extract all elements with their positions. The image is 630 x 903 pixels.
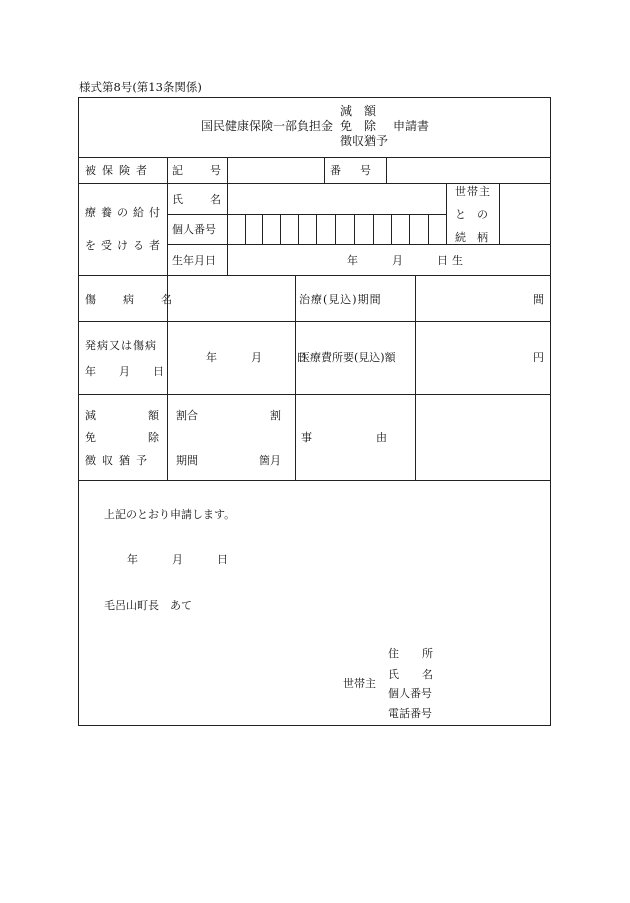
title-option-reduction: 減 額 <box>340 104 377 118</box>
applicant-mynumber-label: 個人番号 <box>388 687 432 700</box>
term-label: 期間 <box>176 454 198 467</box>
rule-v-mid-center <box>295 275 296 480</box>
title-option-deferral: 徴収猶予 <box>340 134 389 148</box>
form-number: 様式第8号(第13条関係) <box>79 80 202 94</box>
applicant-address-label: 住 所 <box>388 647 439 660</box>
rule-v-insured-3 <box>324 157 325 183</box>
name-label: 氏 名 <box>172 193 229 206</box>
relation-label-2: と の <box>455 208 488 221</box>
relief-label-exemption: 免 除 <box>85 431 169 444</box>
relation-label-3: 続 柄 <box>455 231 488 244</box>
onset-label-line1: 発病又は傷病 <box>85 339 157 352</box>
kigo-field[interactable] <box>227 158 323 182</box>
ratio-unit: 割 <box>270 409 281 422</box>
kigo-label: 記 号 <box>172 164 229 177</box>
recipient-label-line1: 療養の給付 <box>85 206 165 219</box>
onset-date-value: 年 月 日 <box>206 351 311 364</box>
digit-divider <box>428 214 429 244</box>
rule-disease-bottom <box>79 321 551 322</box>
medical-cost-unit: 円 <box>533 351 544 364</box>
reason-label: 事 由 <box>301 431 391 444</box>
title-prefix: 国民健康保険一部負担金 <box>201 119 334 133</box>
recipient-label-line2: を受ける者 <box>85 239 165 252</box>
relation-field[interactable] <box>499 184 549 243</box>
rule-v-recipient-label <box>167 183 168 275</box>
title-option-exemption: 免 除 <box>340 119 377 133</box>
name-field[interactable] <box>227 184 445 213</box>
household-head-label: 世帯主 <box>343 677 376 690</box>
term-unit: 箇月 <box>259 454 281 467</box>
bango-label: 番 号 <box>330 164 375 177</box>
ratio-label: 割合 <box>176 409 198 422</box>
addressee: 毛呂山町長 あて <box>104 599 192 612</box>
disease-label: 傷 病 名 <box>85 293 180 306</box>
rule-onset-bottom <box>79 394 551 395</box>
relation-label-1: 世帯主 <box>455 185 491 198</box>
rule-v-insured-1 <box>167 157 168 183</box>
rule-relief-bottom <box>79 480 551 481</box>
mynumber-label: 個人番号 <box>172 223 216 236</box>
applicant-name-label: 氏 名 <box>388 668 439 681</box>
applicant-phone-label: 電話番号 <box>388 707 432 720</box>
relief-label-deferral: 徴収猶予 <box>85 454 153 467</box>
rule-mynumber-bottom <box>167 244 551 245</box>
onset-label-line2: 年 月 日 <box>85 365 170 378</box>
title-suffix: 申請書 <box>393 119 430 133</box>
mynumber-field[interactable] <box>227 214 427 243</box>
rule-recipient-bottom <box>79 275 551 276</box>
dob-label: 生年月日 <box>172 254 216 267</box>
application-date: 年 月 日 <box>127 553 232 566</box>
application-statement: 上記のとおり申請します。 <box>104 508 236 521</box>
disease-field[interactable] <box>168 276 292 319</box>
treatment-period-label: 治療(見込)期間 <box>299 293 382 306</box>
medical-cost-label: 医療費所要(見込)額 <box>299 351 396 364</box>
relief-label-reduction: 減 額 <box>85 409 169 422</box>
insured-label: 被保険者 <box>85 164 153 177</box>
treatment-period-unit: 間 <box>533 293 544 306</box>
bango-field[interactable] <box>386 158 549 182</box>
dob-value: 年 月 日生 <box>347 254 467 267</box>
reason-field[interactable] <box>416 396 549 478</box>
rule-v-relation-left <box>446 183 447 244</box>
